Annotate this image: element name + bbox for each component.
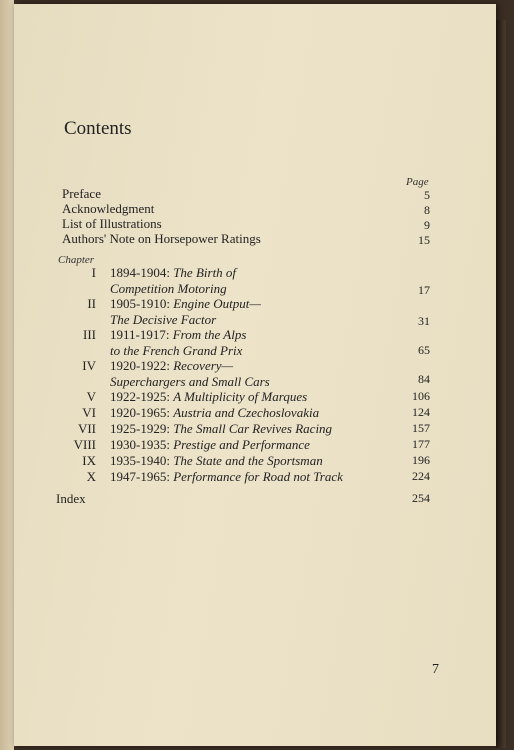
chapter-years: 1930-1935: (110, 437, 170, 452)
chapter-number: IX (82, 453, 96, 468)
chapter-page: 196 (412, 453, 430, 467)
chapter-title: Austria and Czechoslovakia (173, 405, 320, 420)
chapter-title-line (110, 389, 307, 405)
chapter-title-cont: Competition Motoring (110, 281, 227, 296)
chapter-title: The Birth of (173, 265, 237, 280)
chapter-page: 84 (418, 372, 430, 386)
chapter-title-line (110, 453, 323, 469)
chapter-title-line (110, 265, 236, 281)
chapter-number: X (86, 469, 96, 484)
chapter-number: V (86, 389, 96, 404)
chapter-years: 1911-1917: (110, 327, 170, 342)
chapter-title-cont: Superchargers and Small Cars (110, 374, 270, 389)
chapter-title: Engine Output— (173, 296, 261, 311)
chapter-years: 1894-1904: (110, 265, 170, 280)
chapter-number: VIII (73, 437, 96, 452)
front-matter-label: Authors' Note on Horsepower Ratings (62, 231, 261, 246)
chapter-title: The Small Car Revives Racing (173, 421, 333, 436)
chapter-page: 124 (412, 405, 430, 419)
front-matter-page: 8 (424, 203, 430, 217)
chapter-title-line (110, 437, 310, 453)
adjacent-page-edge (0, 0, 14, 750)
chapter-title: Prestige and Performance (173, 437, 310, 452)
chapter-number: VI (82, 405, 96, 420)
chapter-years: 1920-1922: (110, 358, 170, 373)
chapter-number: II (87, 296, 96, 311)
chapter-years: 1922-1925: (110, 389, 170, 404)
chapter-title-cont: to the French Grand Prix (110, 343, 243, 358)
front-matter-page: 15 (418, 233, 430, 247)
chapter-title-line (110, 358, 233, 374)
chapter-title: The State and the Sportsman (173, 453, 323, 468)
chapter-page: 224 (412, 469, 430, 483)
chapter-page: 17 (418, 283, 430, 297)
chapter-title-cont: The Decisive Factor (110, 312, 217, 327)
chapter-title-line (110, 421, 332, 437)
chapter-page: 106 (412, 389, 430, 403)
folio-page-number: 7 (432, 662, 439, 677)
front-matter-label: List of Illustrations (62, 216, 162, 231)
front-matter-page: 9 (424, 218, 430, 232)
chapter-title: Performance for Road not Track (173, 469, 343, 484)
book-cover-edge (496, 20, 506, 748)
chapter-number: VII (77, 421, 96, 436)
chapter-column-header: Chapter (58, 254, 95, 266)
chapter-page: 31 (418, 314, 430, 328)
chapter-years: 1947-1965: (110, 469, 170, 484)
chapter-title-line (110, 469, 343, 485)
index-label: Index (56, 491, 86, 506)
chapter-years: 1905-1910: (110, 296, 170, 311)
chapter-years: 1935-1940: (110, 453, 170, 468)
contents-heading: Contents (64, 118, 132, 139)
chapter-number: I (91, 265, 96, 280)
chapter-title: A Multiplicity of Marques (173, 389, 308, 404)
chapter-title: From the Alps (172, 327, 247, 342)
chapter-number: IV (82, 358, 96, 373)
chapter-title-line (110, 296, 261, 312)
chapter-title-line (110, 405, 319, 421)
chapter-years: 1920-1965: (110, 405, 170, 420)
chapter-page: 157 (412, 421, 430, 435)
front-matter-label: Acknowledgment (62, 201, 155, 216)
chapter-number: III (83, 327, 96, 342)
chapter-title: Recovery— (173, 358, 234, 373)
chapter-page: 177 (412, 437, 430, 451)
page-column-header: Page (406, 176, 429, 188)
chapter-years: 1925-1929: (110, 421, 170, 436)
front-matter-page: 5 (424, 188, 430, 202)
front-matter-label: Preface (62, 186, 101, 201)
chapter-title-line (110, 327, 246, 343)
chapter-page: 65 (418, 343, 430, 357)
index-page: 254 (412, 491, 430, 505)
